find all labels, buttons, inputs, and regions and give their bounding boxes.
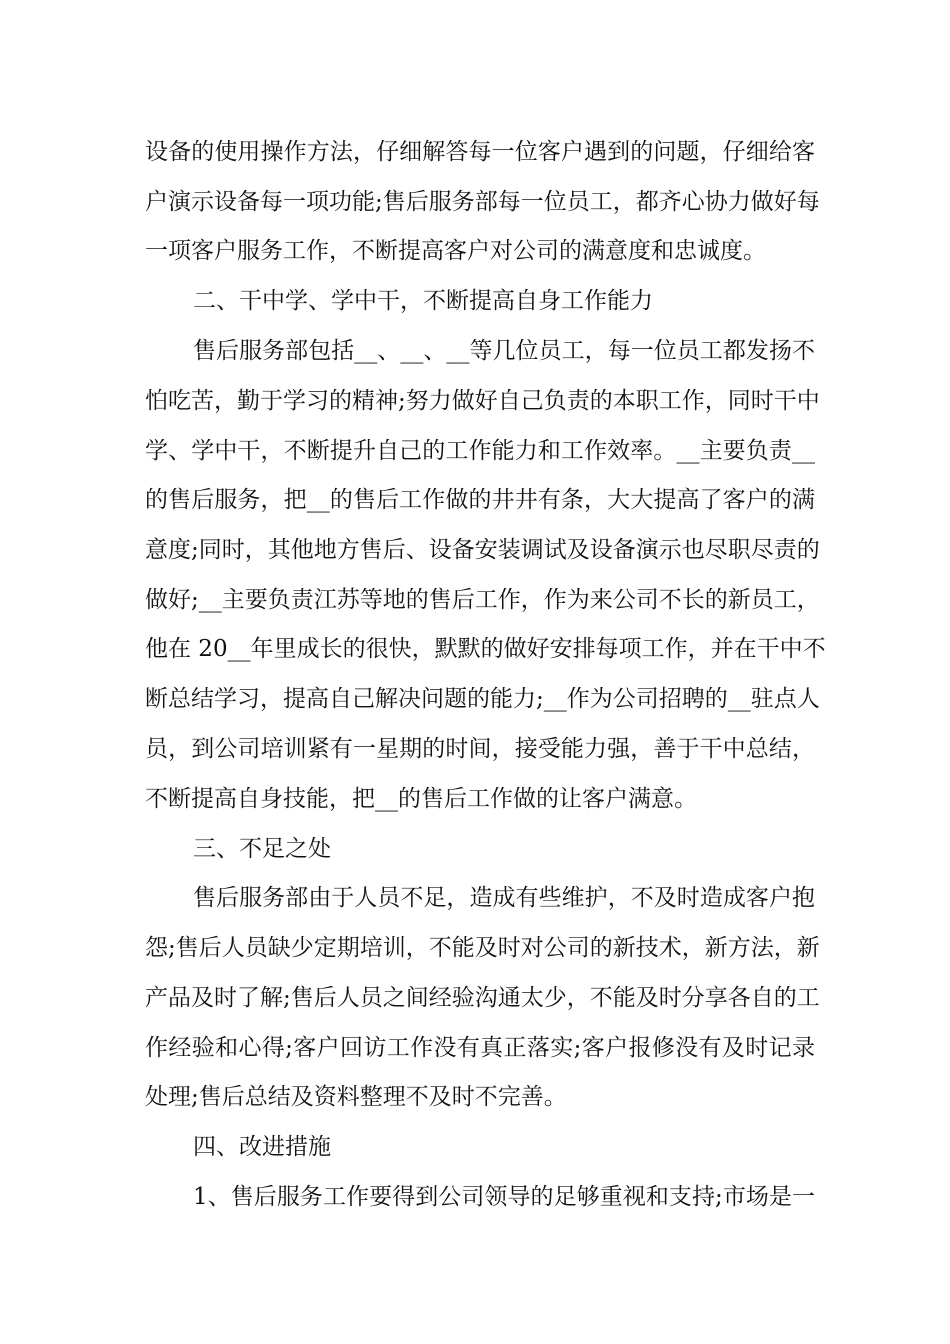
paragraph-line: 不断提高自身技能，把__的售后工作做的让客户满意。	[145, 786, 697, 812]
section-heading: 三、不足之处	[193, 836, 331, 862]
section-heading: 二、干中学、学中干，不断提高自身工作能力	[193, 288, 653, 314]
paragraph-line: 断总结学习，提高自己解决问题的能力;__作为公司招聘的__驻点人	[145, 686, 820, 712]
paragraph-line: 产品及时了解;售后人员之间经验沟通太少，不能及时分享各自的工	[145, 985, 820, 1011]
paragraph-line: 处理;售后总结及资料整理不及时不完善。	[145, 1084, 567, 1110]
paragraph-line: 的售后服务，把__的售后工作做的井井有条，大大提高了客户的满	[145, 487, 815, 513]
paragraph-line: 设备的使用操作方法，仔细解答每一位客户遇到的问题，仔细给客	[145, 139, 815, 165]
paragraph-line: 售后服务部包括__、__、__等几位员工，每一位员工都发扬不	[193, 338, 815, 364]
paragraph-line: 怨;售后人员缺少定期培训，不能及时对公司的新技术，新方法，新	[145, 935, 820, 961]
section-heading: 四、改进措施	[193, 1134, 331, 1160]
paragraph-line: 员，到公司培训紧有一星期的时间，接受能力强，善于干中总结，	[145, 736, 815, 762]
paragraph-line: 售后服务部由于人员不足，造成有些维护，不及时造成客户抱	[193, 885, 815, 911]
paragraph-line: 一项客户服务工作，不断提高客户对公司的满意度和忠诚度。	[145, 238, 766, 264]
paragraph-line: 怕吃苦，勤于学习的精神;努力做好自己负责的本职工作，同时干中	[145, 388, 820, 414]
paragraph-line: 1、售后服务工作要得到公司领导的足够重视和支持;市场是一	[193, 1184, 815, 1210]
paragraph-line: 学、学中干，不断提升自己的工作能力和工作效率。__主要负责__	[145, 438, 815, 464]
paragraph-line: 户演示设备每一项功能;售后服务部每一位员工，都齐心协力做好每	[145, 189, 820, 215]
paragraph-line: 作经验和心得;客户回访工作没有真正落实;客户报修没有及时记录	[145, 1035, 815, 1061]
paragraph-line: 他在 20__年里成长的很快，默默的做好安排每项工作，并在干中不	[145, 636, 826, 662]
paragraph-line: 做好;__主要负责江苏等地的售后工作，作为来公司不长的新员工，	[145, 587, 820, 613]
paragraph-line: 意度;同时，其他地方售后、设备安装调试及设备演示也尽职尽责的	[145, 537, 820, 563]
